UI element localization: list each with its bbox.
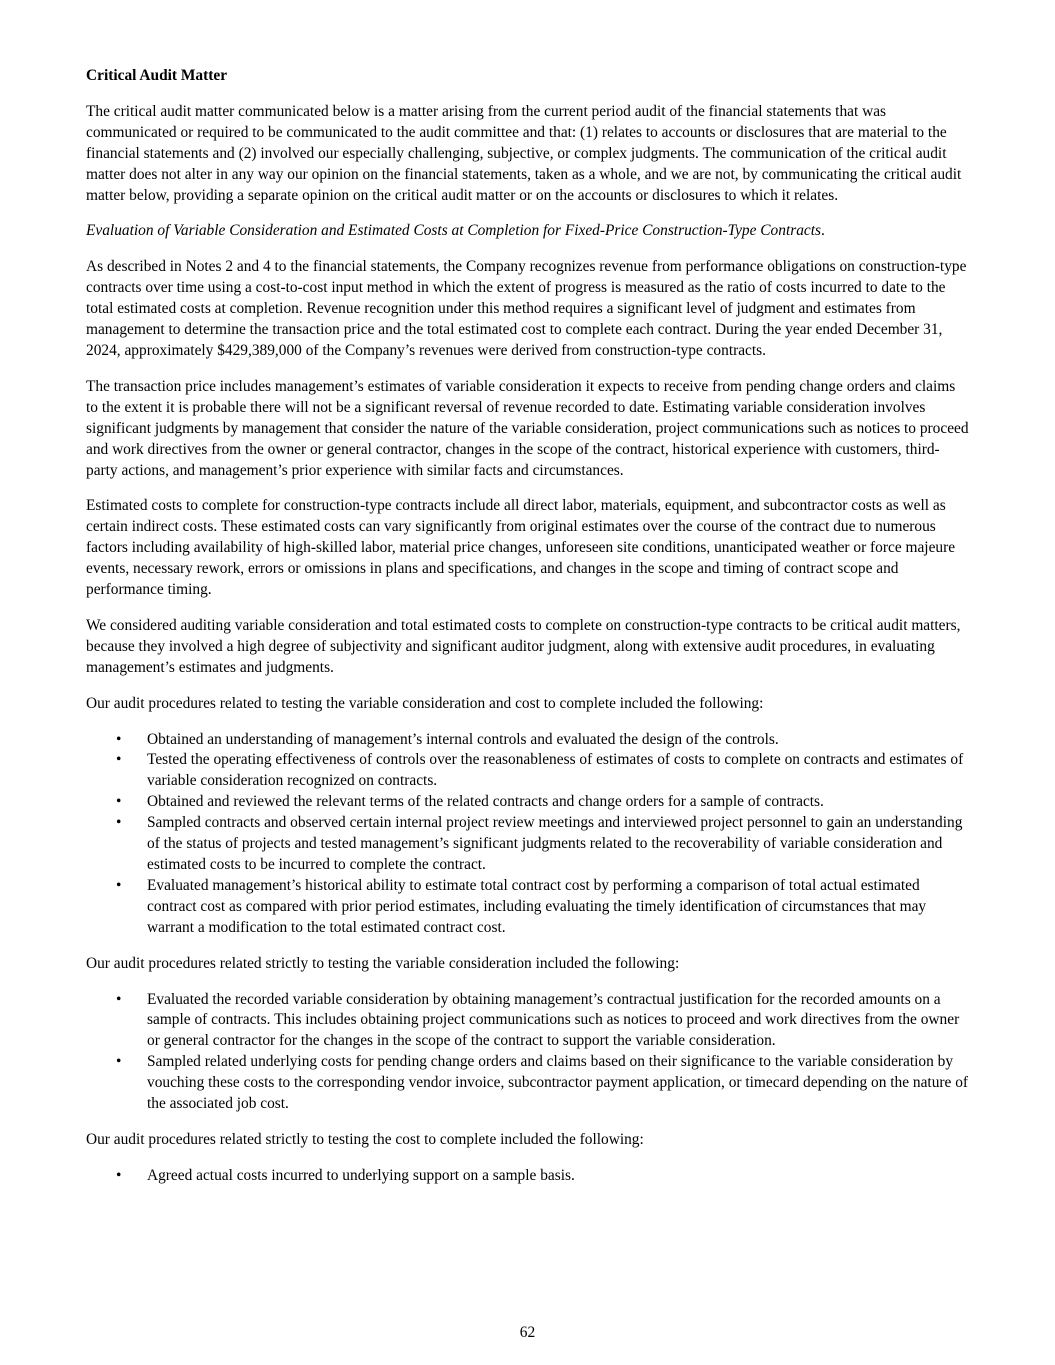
procedures-cost-lead: Our audit procedures related strictly to testing the cost to complete included the following:: [86, 1130, 644, 1148]
procedures-general-list: [86, 730, 970, 939]
matter-subheading-period: .: [821, 222, 825, 240]
list-item: [86, 1166, 970, 1187]
section-heading: Critical Audit Matter: [86, 67, 228, 84]
body-paragraph: As described in Notes 2 and 4 to the financial statements, the Company recognizes revenue from performance obligations on construction-type contracts over time using a cost-to-cost input method in which the extent of progress is measured as the ratio of costs incurred to date to the total estimated costs at completion. Revenue recognition under this method requires a significant level of judgment and estimates from management to determine the transaction price and the total estimated cost to complete each contract. During the year ended December 31, 2024, approximately $429,389,000 of the Company’s revenues were derived from construction-type contracts.: [86, 258, 967, 359]
matter-subheading-text: Evaluation of Variable Consideration and Estimated Costs at Completion for Fixed-Price Construction-Type Contracts: [86, 222, 821, 240]
list-item: [86, 813, 970, 876]
list-item: [86, 792, 970, 813]
procedures-general-lead: Our audit procedures related to testing the variable consideration and cost to complete included the following:: [86, 694, 764, 712]
bullet-icon: •: [116, 990, 122, 1008]
bullet-icon: •: [116, 1166, 122, 1184]
bullet-icon: •: [116, 751, 122, 769]
list-item: [86, 876, 970, 939]
bullet-icon: •: [116, 814, 122, 832]
list-item: [86, 990, 970, 1053]
page-number: 62: [519, 1324, 536, 1341]
list-item-text: Obtained and reviewed the relevant terms of the related contracts and change orders for a sample of contracts.: [147, 793, 824, 811]
bullet-icon: •: [116, 1053, 122, 1071]
list-item-text: Obtained an understanding of management’s internal controls and evaluated the design of the controls.: [147, 730, 779, 748]
list-item: [86, 750, 970, 792]
list-item-text: Tested the operating effectiveness of controls over the reasonableness of estimates of costs to complete on contracts and estimates of variable consideration recognized on contracts.: [147, 751, 964, 790]
matter-subheading: [86, 221, 970, 242]
list-item-text: Evaluated management’s historical ability to estimate total contract cost by performing a comparison of total actual estimated contract cost as compared with prior period estimates, including evaluating the timely identification of circumstances that may warrant a modification to the total estimated contract cost.: [147, 876, 927, 936]
procedures-variable-lead: Our audit procedures related strictly to testing the variable consideration included the following:: [86, 954, 680, 972]
body-paragraph: The transaction price includes management’s estimates of variable consideration it expects to receive from pending change orders and claims to the extent it is probable there will not be a significant reversal of revenue recorded to date. Estimating variable consideration involves significant judgments by management that consider the nature of the variable consideration, project communications such as notices to proceed and work directives from the owner or general contractor, changes in the scope of the contract, historical experience with customers, third-party actions, and management’s prior experience with similar facts and circumstances.: [86, 377, 969, 479]
list-item-text: Agreed actual costs incurred to underlying support on a sample basis.: [147, 1166, 575, 1184]
procedures-variable-list: [86, 990, 970, 1115]
intro-paragraph: The critical audit matter communicated below is a matter arising from the current period audit of the financial statements that was communicated or required to be communicated to the audit committee and that: (1) relates to accounts or disclosures that are material to the financial statements and (2) involved our especially challenging, subjective, or complex judgments. The communication of the critical audit matter does not alter in any way our opinion on the financial statements, taken as a whole, and we are not, by communicating the critical audit matter below, providing a separate opinion on the critical audit matter or on the accounts or disclosures to which it relates.: [86, 102, 962, 204]
body-paragraph: Estimated costs to complete for construction-type contracts include all direct labor, materials, equipment, and subcontractor costs as well as certain indirect costs. These estimated costs can vary significantly from original estimates over the course of the contract due to numerous factors including availability of high-skilled labor, material price changes, unforeseen site conditions, unanticipated weather or force majeure events, necessary rework, errors or omissions in plans and specifications, and changes in the scope and timing of contract scope and performance timing.: [86, 497, 956, 599]
list-item: [86, 730, 970, 751]
procedures-cost-list: [86, 1166, 970, 1187]
list-item-text: Sampled contracts and observed certain internal project review meetings and interviewed project personnel to gain an understanding of the status of projects and tested management’s significant judgments related to the recoverability of variable consideration and estimated costs to be incurred to complete the contract.: [147, 814, 963, 873]
list-item: [86, 1052, 970, 1115]
list-item-text: Sampled related underlying costs for pending change orders and claims based on their significance to the variable consideration by vouching these costs to the corresponding vendor invoice, subcontractor payment application, or timecard depending on the nature of the associated job cost.: [147, 1053, 969, 1113]
list-item-text: Evaluated the recorded variable consideration by obtaining management’s contractual justification for the recorded amounts on a sample of contracts. This includes obtaining project communications such as notices to proceed and work directives from the owner or general contractor for the changes in the scope of the contract to support the variable consideration.: [147, 990, 960, 1050]
document-page: [86, 66, 970, 1202]
bullet-icon: •: [116, 793, 122, 811]
bullet-icon: •: [116, 730, 122, 748]
bullet-icon: •: [116, 876, 122, 894]
body-paragraph: We considered auditing variable consideration and total estimated costs to complete on construction-type contracts to be critical audit matters, because they involved a high degree of subjectivity and significant auditor judgment, along with extensive audit procedures, in evaluating management’s estimates and judgments.: [86, 616, 961, 676]
